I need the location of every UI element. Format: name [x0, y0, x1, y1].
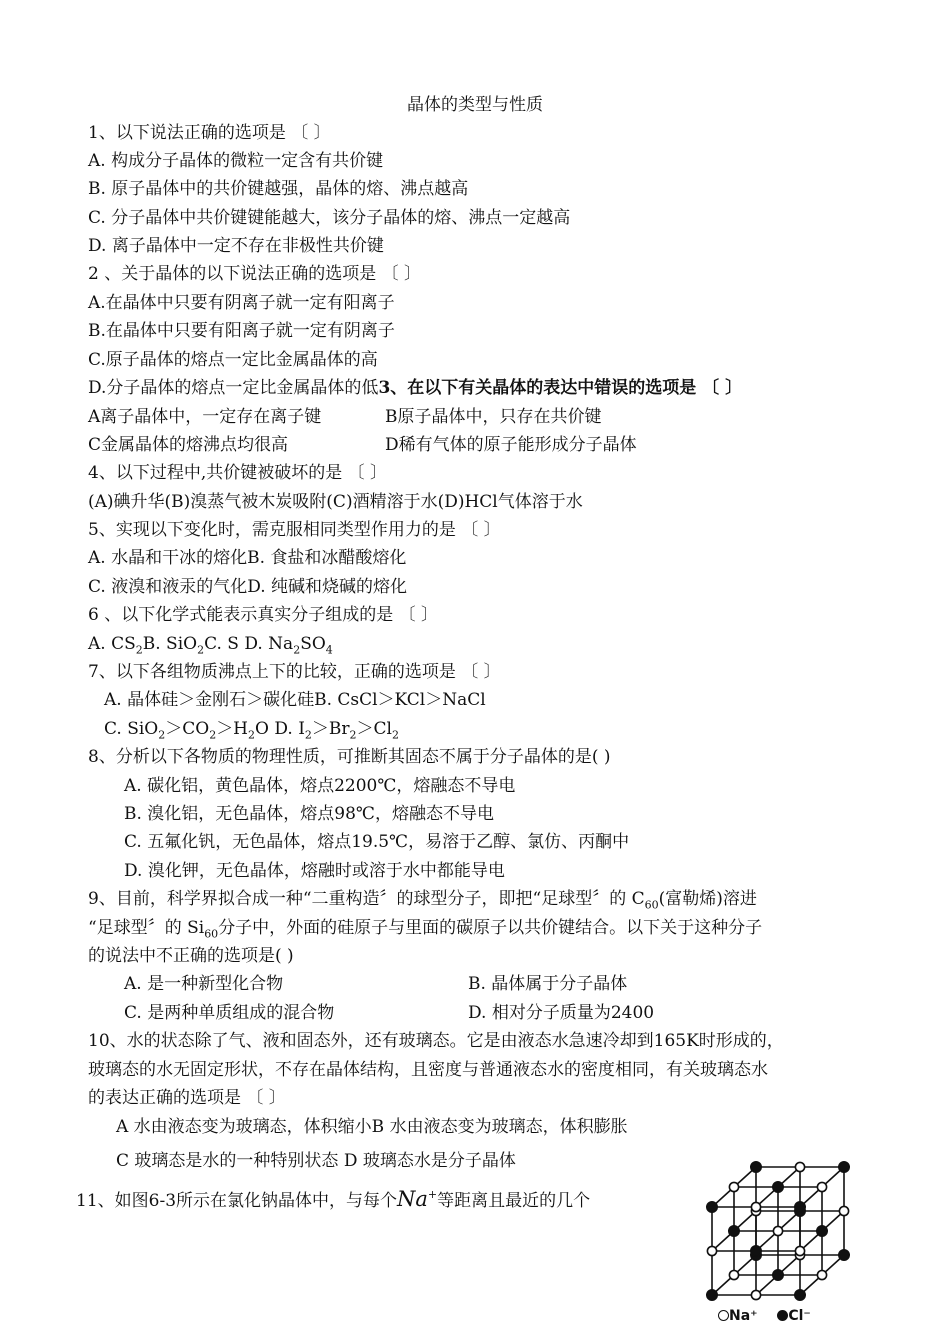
q9-text: 分子中，外面的硅原子与里面的碳原子以共价键结合。以下关于这种分子	[218, 918, 763, 938]
q3-option-a: A离子晶体中，一定存在离子键	[88, 407, 322, 427]
na-ion-legend-icon	[718, 1310, 729, 1321]
q7-stem: 7、以下各组物质沸点上下的比较，正确的选项是 〔 〕	[88, 662, 501, 682]
q6-option-b: B. SiO	[142, 634, 198, 654]
q2-stem: 2 、关于晶体的以下说法正确的选项是 〔 〕	[88, 264, 422, 284]
cl-ion-atom	[839, 1250, 849, 1260]
q7-sub: 2	[248, 728, 256, 742]
q8-option-c: C. 五氟化钒，无色晶体，熔点19.5℃，易溶于乙醇、氯仿、丙酮中	[124, 832, 630, 852]
na-ion-atom	[795, 1246, 804, 1255]
q5-options-cd: C. 液溴和液汞的气化D. 纯碱和烧碱的熔化	[88, 577, 408, 597]
na-ion-atom	[817, 1182, 826, 1191]
q6-sub: 4	[325, 643, 333, 657]
na-ion-atom	[839, 1206, 848, 1215]
q2-option-b: B.在晶体中只要有阳离子就一定有阴离子	[88, 321, 395, 341]
q9-line-3: 的说法中不正确的选项是( )	[88, 946, 294, 966]
na-ion-legend-label: Na⁺	[729, 1308, 758, 1324]
q5-options-ab: A. 水晶和干冰的熔化B. 食盐和冰醋酸熔化	[88, 548, 407, 568]
cl-ion-atom	[773, 1182, 783, 1192]
q10-line-2: 玻璃态的水无固定形状，不存在晶体结构，且密度与普通液态水的密度相同，有关玻璃态水	[88, 1060, 768, 1080]
q9-sub: 60	[644, 898, 659, 912]
q5-stem: 5、实现以下变化时，需克服相同类型作用力的是 〔 〕	[88, 520, 501, 540]
q7-text: ＞Cl	[356, 719, 392, 739]
q9-text: (富勒烯)溶进	[658, 889, 757, 909]
q6-options	[88, 633, 333, 661]
q8-option-b: B. 溴化铝，无色晶体，熔点98℃，熔融态不导电	[124, 804, 494, 824]
q2-option-c: C.原子晶体的熔点一定比金属晶体的高	[88, 350, 378, 370]
q8-stem: 8、分析以下各物质的物理性质，可推断其固态不属于分子晶体的是( )	[88, 747, 611, 767]
cl-ion-atom	[751, 1246, 761, 1256]
q6-option-d-mid: SO	[300, 634, 326, 654]
q7-text: ＞H	[216, 719, 249, 739]
q7-sub: 2	[391, 728, 399, 742]
q6-option-cd: C. S D. Na	[204, 634, 294, 654]
q2-q3-line	[88, 377, 742, 399]
q1-option-c: C. 分子晶体中共价键键能越大，该分子晶体的熔、沸点一定越高	[88, 208, 571, 228]
q10-options-ab: A 水由液态变为玻璃态，体积缩小B 水由液态变为玻璃态，体积膨胀	[116, 1117, 628, 1137]
q10-line-3: 的表达正确的选项是 〔 〕	[88, 1088, 286, 1108]
q3-stem: 3、在以下有关晶体的表达中错误的选项是 〔 〕	[378, 378, 743, 398]
q7-options-ab: A. 晶体硅＞金刚石＞碳化硅B. CsCl＞KCl＞NaCl	[104, 690, 486, 710]
cl-ion-legend-icon	[777, 1310, 788, 1321]
cl-ion-atom	[707, 1290, 717, 1300]
q11-text: 11、如图6-3所示在氯化钠晶体中，与每个	[76, 1191, 398, 1211]
q9-option-a: A. 是一种新型化合物	[124, 974, 284, 994]
q1-option-b: B. 原子晶体中的共价键越强，晶体的熔、沸点越高	[88, 179, 469, 199]
q7-sub: 2	[349, 728, 357, 742]
q9-option-b: B. 晶体属于分子晶体	[468, 974, 628, 994]
q6-sub: 2	[293, 643, 301, 657]
cl-ion-atom	[773, 1270, 783, 1280]
q1-option-d: D. 离子晶体中一定不存在非极性共价键	[88, 236, 384, 256]
q7-sub: 2	[304, 728, 312, 742]
na-ion-text: Na	[397, 1187, 428, 1211]
na-ion-atom	[773, 1226, 782, 1235]
q1-option-a: A. 构成分子晶体的微粒一定含有共价键	[88, 151, 384, 171]
q6-stem: 6 、以下化学式能表示真实分子组成的是 〔 〕	[88, 605, 439, 625]
q11-stem	[76, 1184, 590, 1212]
q8-option-a: A. 碳化铝，黄色晶体，熔点2200℃，熔融态不导电	[124, 776, 516, 796]
q2-option-a: A.在晶体中只要有阴离子就一定有阳离子	[88, 293, 395, 313]
na-ion-atom	[751, 1202, 760, 1211]
figure-legend	[718, 1308, 811, 1324]
q2-option-d: D.分子晶体的熔点一定比金属晶体的低	[88, 378, 379, 398]
nacl-crystal-lattice-figure	[700, 1145, 860, 1335]
q4-options: (A)碘升华(B)溴蒸气被木炭吸附(C)酒精溶于水(D)HCl气体溶于水	[88, 492, 583, 512]
q9-text: “足球型〞的 Si	[88, 918, 205, 938]
na-ion-atom	[751, 1290, 760, 1299]
q9-line-2	[88, 917, 762, 945]
na-ion-atom	[729, 1270, 738, 1279]
q6-option-a: A. CS	[88, 634, 136, 654]
q7-text: O D. I	[255, 719, 305, 739]
cl-ion-atom	[839, 1162, 849, 1172]
q6-sub: 2	[135, 643, 143, 657]
cl-ion-atom	[795, 1290, 805, 1300]
q10-line-1: 10、水的状态除了气、液和固态外，还有玻璃态。它是由液态水急速冷却到165K时形成的，	[88, 1031, 784, 1051]
q11-text: 等距离且最近的几个	[437, 1191, 591, 1211]
q8-option-d: D. 溴化钾，无色晶体，熔融时或溶于水中都能导电	[124, 861, 505, 881]
q9-sub: 60	[204, 927, 219, 941]
q3-option-b: B原子晶体中，只存在共价键	[385, 407, 602, 427]
q3-option-c: C金属晶体的熔沸点均很高	[88, 435, 289, 455]
q9-line-1	[88, 888, 757, 916]
q4-stem: 4、以下过程中,共价键被破坏的是 〔 〕	[88, 463, 388, 483]
cl-ion-atom	[751, 1162, 761, 1172]
q6-sub: 2	[197, 643, 205, 657]
q7-options-cd	[104, 718, 399, 746]
cl-ion-atom	[795, 1202, 805, 1212]
na-ion-atom	[729, 1182, 738, 1191]
q7-sub: 2	[209, 728, 217, 742]
q1-stem: 1、以下说法正确的选项是 〔 〕	[88, 123, 331, 143]
na-ion-atom	[795, 1162, 804, 1171]
q10-options-cd: C 玻璃态是水的一种特别状态 D 玻璃态水是分子晶体	[116, 1151, 516, 1171]
q7-text: ＞CO	[165, 719, 210, 739]
na-ion-atom	[817, 1270, 826, 1279]
cl-ion-legend-label: Cl⁻	[788, 1308, 811, 1324]
page-title: 晶体的类型与性质	[407, 95, 543, 115]
q7-text: C. SiO	[104, 719, 159, 739]
na-ion-symbol	[397, 1187, 437, 1211]
cl-ion-atom	[729, 1226, 739, 1236]
na-ion-atom	[707, 1246, 716, 1255]
q7-sub: 2	[158, 728, 166, 742]
q9-option-c: C. 是两种单质组成的混合物	[124, 1003, 335, 1023]
q7-text: ＞Br	[311, 719, 350, 739]
q9-option-d: D. 相对分子质量为2400	[468, 1003, 655, 1023]
cl-ion-atom	[707, 1202, 717, 1212]
na-ion-charge: +	[427, 1188, 438, 1201]
q9-text: 9、目前，科学界拟合成一种“二重构造〞的球型分子，即把“足球型〞的 C	[88, 889, 645, 909]
q3-option-d: D稀有气体的原子能形成分子晶体	[385, 435, 637, 455]
cl-ion-atom	[817, 1226, 827, 1236]
